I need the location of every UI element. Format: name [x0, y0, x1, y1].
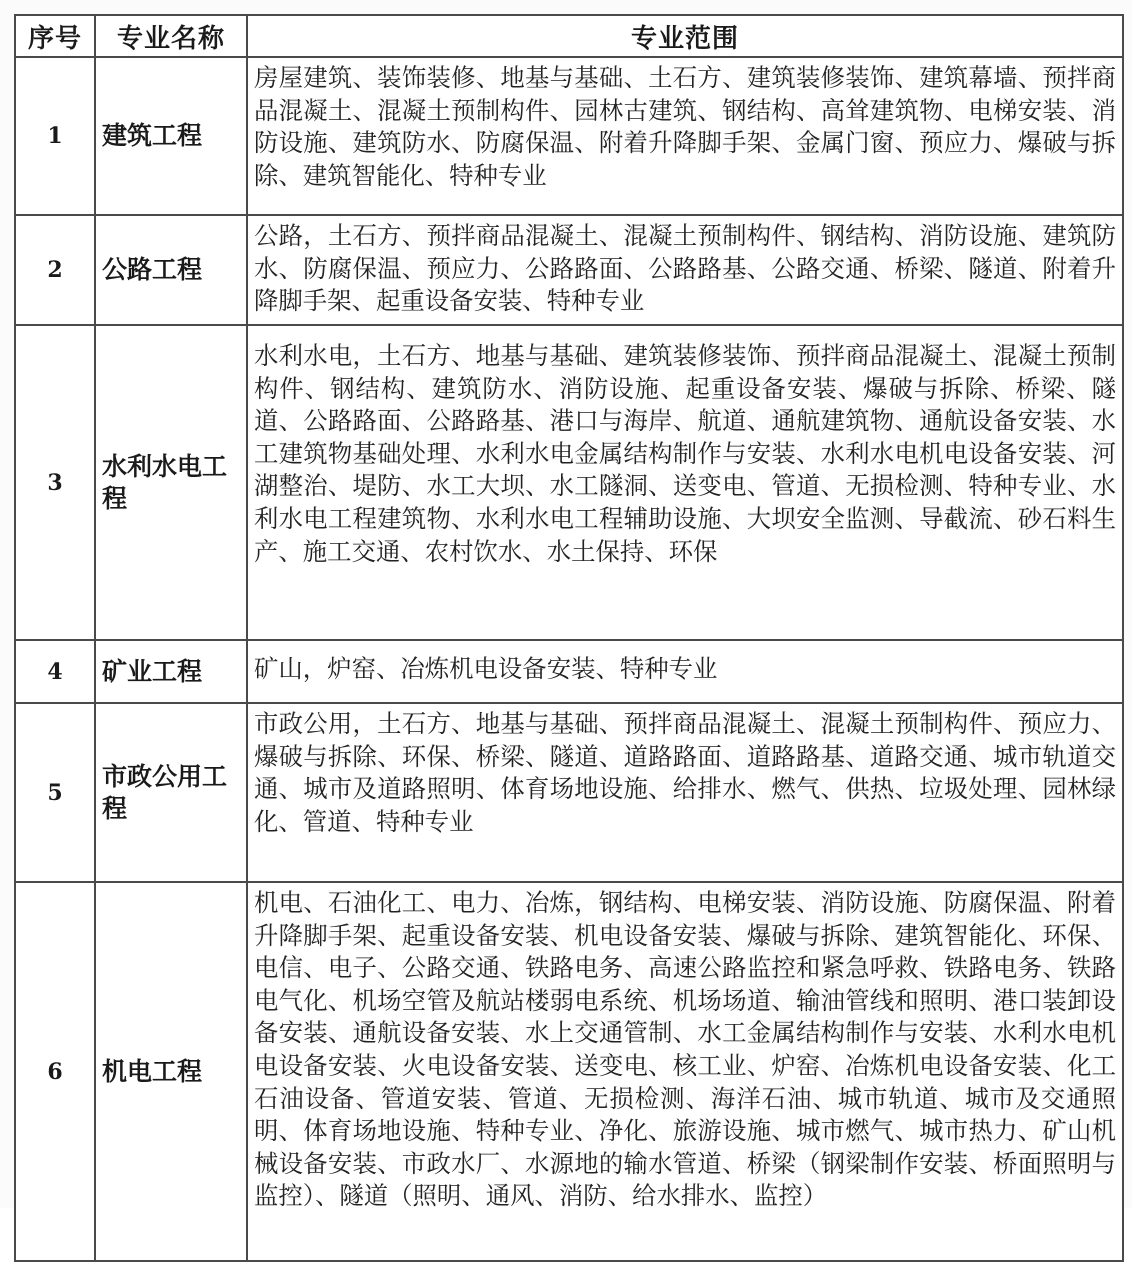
specialty-name: 市政公用工程 — [95, 703, 247, 882]
table-row — [15, 882, 1123, 1261]
row-number: 4 — [15, 640, 95, 703]
specialty-scope: 机电、石油化工、电力、冶炼，钢结构、电梯安装、消防设施、防腐保温、附着升降脚手架、起重设备安装、机电设备安装、爆破与拆除、建筑智能化、环保、电信、电子、公路交通、铁路电务、高速公路监控和紧急呼救、铁路电务、铁路电气化、机场空管及航站楼弱电系统、机场场道、输油管线和照明、港口装卸设备安装、通航设备安装、水上交通管制、水工金属结构制作与安装、水利水电机电设备安装、火电设备安装、送变电、核工业、炉窑、冶炼机电设备安装、化工石油设备、管道安装、管道、无损检测、海洋石油、城市轨道、城市及交通照明、体育场地设施、特种专业、净化、旅游设施、城市燃气、城市热力、矿山机械设备安装、市政水厂、水源地的输水管道、桥梁（钢梁制作安装、桥面照明与监控）、隧道（照明、通风、消防、给水排水、监控） — [247, 882, 1123, 1261]
specialty-name: 水利水电工程 — [95, 325, 247, 640]
specialty-name: 建筑工程 — [95, 57, 247, 215]
table-header-row — [15, 15, 1123, 57]
specialty-scope: 公路，土石方、预拌商品混凝土、混凝土预制构件、钢结构、消防设施、建筑防水、防腐保温、预应力、公路路面、公路路基、公路交通、桥梁、隧道、附着升降脚手架、起重设备安装、特种专业 — [247, 215, 1123, 325]
specialty-table — [14, 14, 1124, 1262]
specialty-scope: 矿山，炉窑、冶炼机电设备安装、特种专业 — [247, 640, 1123, 703]
row-number: 5 — [15, 703, 95, 882]
row-number: 1 — [15, 57, 95, 215]
table-row — [15, 325, 1123, 640]
specialty-name: 矿业工程 — [95, 640, 247, 703]
row-number: 3 — [15, 325, 95, 640]
specialty-name: 机电工程 — [95, 882, 247, 1261]
specialty-scope: 市政公用，土石方、地基与基础、预拌商品混凝土、混凝土预制构件、预应力、爆破与拆除、环保、桥梁、隧道、道路路面、道路路基、道路交通、城市轨道交通、城市及道路照明、体育场地设施、给排水、燃气、供热、垃圾处理、园林绿化、管道、特种专业 — [247, 703, 1123, 882]
row-number: 6 — [15, 882, 95, 1261]
specialty-scope: 房屋建筑、装饰装修、地基与基础、土石方、建筑装修装饰、建筑幕墙、预拌商品混凝土、混凝土预制构件、园林古建筑、钢结构、高耸建筑物、电梯安装、消防设施、建筑防水、防腐保温、附着升降脚手架、金属门窗、预应力、爆破与拆除、建筑智能化、特种专业 — [247, 57, 1123, 215]
table-row — [15, 215, 1123, 325]
header-no: 序号 — [15, 15, 95, 57]
table-row — [15, 703, 1123, 882]
specialty-name: 公路工程 — [95, 215, 247, 325]
table-row — [15, 640, 1123, 703]
table-row — [15, 57, 1123, 215]
header-scope: 专业范围 — [247, 15, 1123, 57]
row-number: 2 — [15, 215, 95, 325]
header-name: 专业名称 — [95, 15, 247, 57]
specialty-scope: 水利水电，土石方、地基与基础、建筑装修装饰、预拌商品混凝土、混凝土预制构件、钢结构、建筑防水、消防设施、起重设备安装、爆破与拆除、桥梁、隧道、公路路面、公路路基、港口与海岸、航道、通航建筑物、通航设备安装、水工建筑物基础处理、水利水电金属结构制作与安装、水利水电机电设备安装、河湖整治、堤防、水工大坝、水工隧洞、送变电、管道、无损检测、特种专业、水利水电工程建筑物、水利水电工程辅助设施、大坝安全监测、导截流、砂石料生产、施工交通、农村饮水、水土保持、环保 — [247, 325, 1123, 640]
